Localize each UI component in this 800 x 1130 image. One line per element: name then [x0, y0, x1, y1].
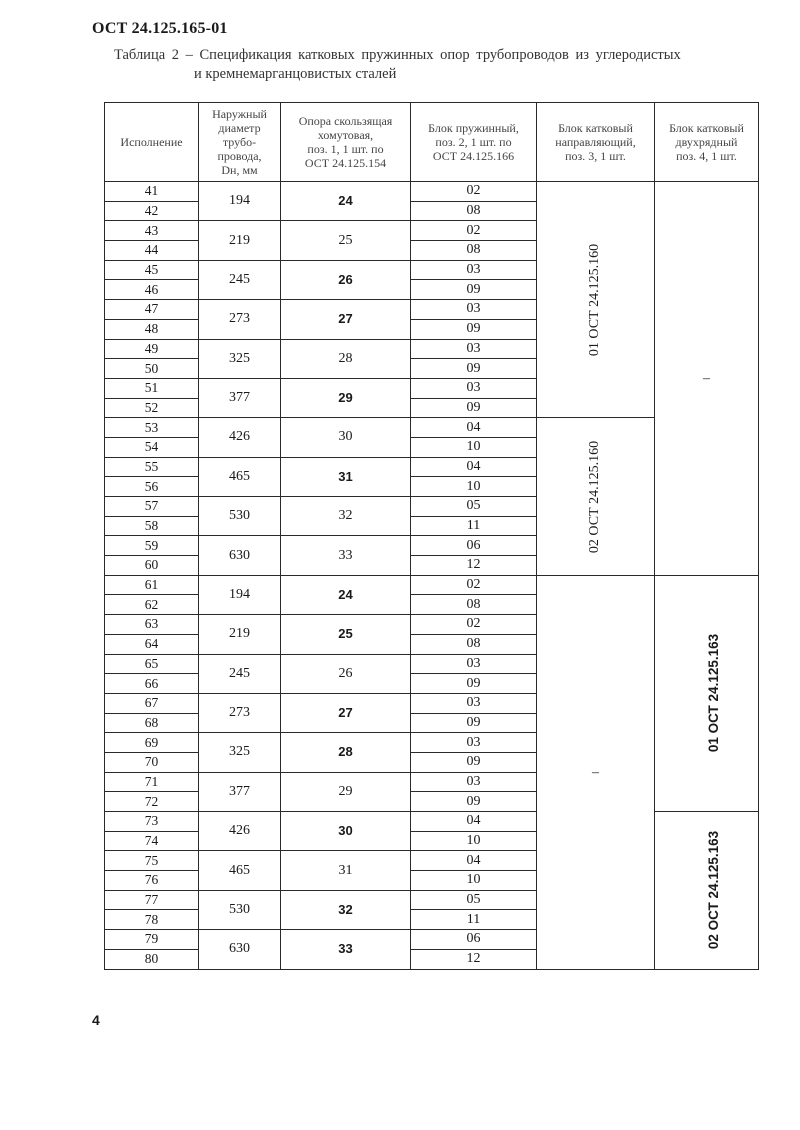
spring-block-cell: 08: [411, 595, 537, 615]
support-cell: 26: [281, 260, 411, 299]
diameter-cell: 465: [199, 457, 281, 496]
execution-cell: 68: [105, 713, 199, 733]
execution-cell: 69: [105, 733, 199, 753]
support-cell: 29: [281, 378, 411, 417]
execution-cell: 62: [105, 595, 199, 615]
header-diameter-line: трубо-: [222, 135, 257, 149]
double-block-label: 01 ОСТ 24.125.163: [706, 634, 722, 753]
diameter-cell: 245: [199, 260, 281, 299]
spring-block-cell: 08: [411, 201, 537, 221]
guide-block-label: 02 ОСТ 24.125.160: [587, 440, 603, 554]
diameter-cell: 245: [199, 654, 281, 693]
spring-block-cell: 03: [411, 260, 537, 280]
spring-block-cell: 02: [411, 575, 537, 595]
support-cell: 31: [281, 851, 411, 890]
support-cell: 32: [281, 890, 411, 929]
diameter-cell: 630: [199, 536, 281, 575]
execution-cell: 58: [105, 516, 199, 536]
spring-block-cell: 06: [411, 930, 537, 950]
header-support-line: ОСТ 24.125.154: [304, 156, 387, 170]
support-cell: 27: [281, 300, 411, 339]
spring-block-cell: 05: [411, 890, 537, 910]
support-cell: 30: [281, 812, 411, 851]
execution-cell: 66: [105, 674, 199, 694]
execution-cell: 54: [105, 437, 199, 457]
support-cell: 24: [281, 182, 411, 221]
header-guide-line: поз. 3, 1 шт.: [565, 149, 626, 163]
execution-cell: 73: [105, 812, 199, 832]
execution-cell: 72: [105, 792, 199, 812]
header-double-line: Блок катковый: [669, 121, 744, 135]
spring-block-cell: 10: [411, 831, 537, 851]
diameter-cell: 325: [199, 733, 281, 772]
document-code: ОСТ 24.125.165-01: [92, 20, 228, 37]
diameter-cell: 530: [199, 890, 281, 929]
diameter-cell: 630: [199, 930, 281, 969]
guide-block-label: 01 ОСТ 24.125.160: [587, 244, 603, 357]
diameter-cell: 377: [199, 378, 281, 417]
caption-line-1: Таблица 2 – Спецификация катковых пружинных опор трубопроводов из углеродистых: [114, 47, 681, 63]
diameter-cell: 530: [199, 497, 281, 536]
execution-cell: 43: [105, 221, 199, 241]
execution-cell: 70: [105, 752, 199, 772]
spring-block-cell: 08: [411, 241, 537, 261]
double-block-label: –: [703, 370, 710, 386]
execution-cell: 49: [105, 339, 199, 359]
execution-cell: 65: [105, 654, 199, 674]
execution-cell: 47: [105, 300, 199, 320]
spring-block-cell: 03: [411, 693, 537, 713]
spring-block-cell: 08: [411, 634, 537, 654]
spring-block-cell: 02: [411, 615, 537, 635]
page-number: 4: [92, 1012, 100, 1028]
support-cell: 31: [281, 457, 411, 496]
execution-cell: 79: [105, 930, 199, 950]
support-cell: 25: [281, 615, 411, 654]
header-spring-block: [411, 103, 537, 182]
diameter-cell: 194: [199, 182, 281, 221]
header-diameter-line: Наружный: [212, 107, 267, 121]
header-double-block: [655, 103, 759, 182]
table-row: [105, 575, 759, 595]
table-row: [105, 182, 759, 202]
header-diameter-line: провода,: [217, 149, 262, 163]
spring-block-cell: 09: [411, 280, 537, 300]
spring-block-cell: 09: [411, 713, 537, 733]
diameter-cell: 219: [199, 615, 281, 654]
spring-block-cell: 04: [411, 457, 537, 477]
support-cell: 26: [281, 654, 411, 693]
spring-block-cell: 12: [411, 949, 537, 969]
diameter-cell: 426: [199, 812, 281, 851]
execution-cell: 53: [105, 418, 199, 438]
spring-block-cell: 09: [411, 752, 537, 772]
spring-block-cell: 11: [411, 516, 537, 536]
header-guide-block: [537, 103, 655, 182]
table-body: [105, 182, 759, 970]
header-support: [281, 103, 411, 182]
execution-cell: 48: [105, 319, 199, 339]
spring-block-cell: 04: [411, 812, 537, 832]
support-cell: 24: [281, 575, 411, 614]
spring-block-cell: 10: [411, 437, 537, 457]
support-cell: 28: [281, 339, 411, 378]
caption-line-2: и кремнемарганцовистых сталей: [194, 66, 397, 82]
spring-block-cell: 11: [411, 910, 537, 930]
execution-cell: 80: [105, 949, 199, 969]
diameter-cell: 194: [199, 575, 281, 614]
specification-table: [104, 102, 759, 970]
execution-cell: 42: [105, 201, 199, 221]
diameter-cell: 273: [199, 693, 281, 732]
table-header-row: [105, 103, 759, 182]
header-double-line: двухрядный: [675, 135, 738, 149]
execution-cell: 41: [105, 182, 199, 202]
execution-cell: 75: [105, 851, 199, 871]
guide-block-cell: [537, 182, 655, 418]
execution-cell: 52: [105, 398, 199, 418]
spring-block-cell: 03: [411, 300, 537, 320]
execution-cell: 55: [105, 457, 199, 477]
diameter-cell: 465: [199, 851, 281, 890]
spring-block-cell: 06: [411, 536, 537, 556]
spring-block-cell: 03: [411, 339, 537, 359]
support-cell: 27: [281, 693, 411, 732]
header-diameter-line: диаметр: [218, 121, 261, 135]
execution-cell: 46: [105, 280, 199, 300]
double-block-cell: [655, 812, 759, 970]
execution-cell: 71: [105, 772, 199, 792]
spring-block-cell: 05: [411, 497, 537, 517]
diameter-cell: 325: [199, 339, 281, 378]
support-cell: 33: [281, 930, 411, 969]
table-row: [105, 812, 759, 832]
header-diameter: [199, 103, 281, 182]
execution-cell: 44: [105, 241, 199, 261]
execution-cell: 78: [105, 910, 199, 930]
spring-block-cell: 10: [411, 871, 537, 891]
spring-block-cell: 09: [411, 674, 537, 694]
header-spring-line: ОСТ 24.125.166: [432, 149, 515, 163]
execution-cell: 77: [105, 890, 199, 910]
spring-block-cell: 09: [411, 359, 537, 379]
execution-cell: 57: [105, 497, 199, 517]
diameter-cell: 377: [199, 772, 281, 811]
header-guide-line: Блок катковый: [558, 121, 633, 135]
execution-cell: 67: [105, 693, 199, 713]
execution-cell: 60: [105, 556, 199, 576]
execution-cell: 61: [105, 575, 199, 595]
spring-block-cell: 03: [411, 654, 537, 674]
support-cell: 30: [281, 418, 411, 457]
header-support-line: Опора скользящая: [298, 114, 393, 128]
execution-cell: 76: [105, 871, 199, 891]
diameter-cell: 426: [199, 418, 281, 457]
support-cell: 32: [281, 497, 411, 536]
support-cell: 29: [281, 772, 411, 811]
execution-cell: 50: [105, 359, 199, 379]
double-block-cell: [655, 182, 759, 576]
execution-cell: 64: [105, 634, 199, 654]
spring-block-cell: 03: [411, 378, 537, 398]
guide-block-cell: [537, 418, 655, 576]
double-block-label: 02 ОСТ 24.125.163: [706, 831, 722, 950]
header-diameter-line: Dн, мм: [221, 163, 258, 177]
header-double-line: поз. 4, 1 шт.: [676, 149, 737, 163]
spring-block-cell: 04: [411, 418, 537, 438]
execution-cell: 59: [105, 536, 199, 556]
diameter-cell: 219: [199, 221, 281, 260]
table-caption: [114, 46, 764, 84]
support-cell: 33: [281, 536, 411, 575]
spring-block-cell: 10: [411, 477, 537, 497]
execution-cell: 56: [105, 477, 199, 497]
execution-cell: 63: [105, 615, 199, 635]
spring-block-cell: 02: [411, 221, 537, 241]
spring-block-cell: 03: [411, 733, 537, 753]
spring-block-cell: 03: [411, 772, 537, 792]
support-cell: 25: [281, 221, 411, 260]
header-support-line: поз. 1, 1 шт. по: [307, 142, 384, 156]
spring-block-cell: 12: [411, 556, 537, 576]
header-support-line: хомутовая,: [317, 128, 374, 142]
spring-block-cell: 09: [411, 319, 537, 339]
execution-cell: 74: [105, 831, 199, 851]
double-block-cell: [655, 575, 759, 811]
header-guide-line: направляющий,: [555, 135, 636, 149]
spring-block-cell: 02: [411, 182, 537, 202]
header-execution: Исполнение: [105, 103, 199, 182]
execution-cell: 45: [105, 260, 199, 280]
guide-block-label: –: [592, 764, 599, 780]
spring-block-cell: 09: [411, 792, 537, 812]
header-spring-line: Блок пружинный,: [428, 121, 519, 135]
spring-block-cell: 09: [411, 398, 537, 418]
guide-block-cell: [537, 575, 655, 969]
support-cell: 28: [281, 733, 411, 772]
header-spring-line: поз. 2, 1 шт. по: [435, 135, 512, 149]
execution-cell: 51: [105, 378, 199, 398]
diameter-cell: 273: [199, 300, 281, 339]
spring-block-cell: 04: [411, 851, 537, 871]
